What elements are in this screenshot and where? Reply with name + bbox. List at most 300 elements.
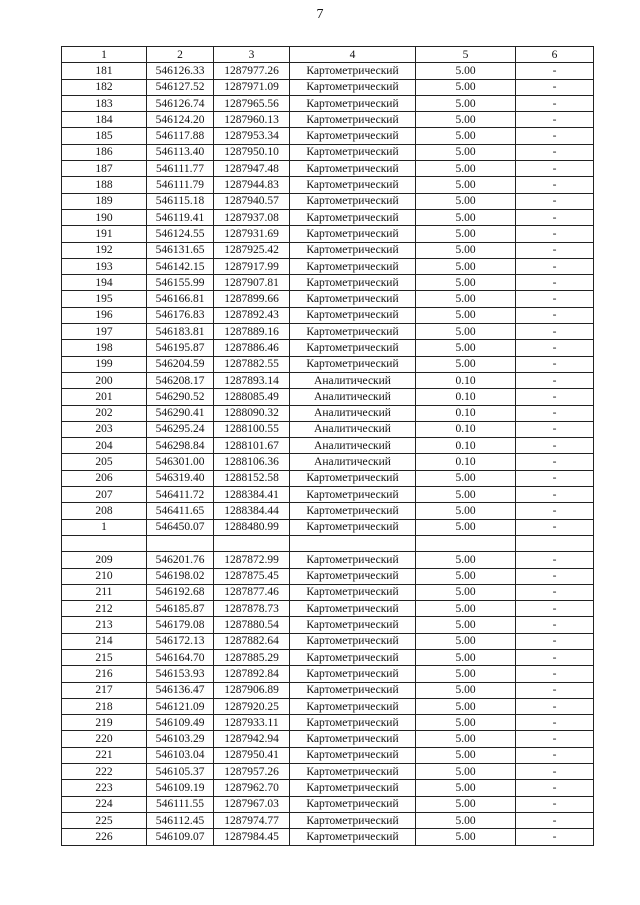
table-row bbox=[62, 63, 594, 79]
table-row bbox=[62, 715, 594, 731]
table-cell: 5.00 bbox=[416, 177, 516, 193]
table-cell: 5.00 bbox=[416, 79, 516, 95]
table-cell: Картометрический bbox=[290, 356, 416, 372]
table-row bbox=[62, 438, 594, 454]
coordinates-table bbox=[61, 46, 594, 846]
table-row bbox=[62, 275, 594, 291]
table-cell: 1287920.25 bbox=[214, 698, 290, 714]
table-cell: 546185.87 bbox=[147, 601, 214, 617]
table-cell: Аналитический bbox=[290, 421, 416, 437]
table-cell: - bbox=[516, 307, 594, 323]
column-header: 1 bbox=[62, 47, 147, 63]
table-cell: 5.00 bbox=[416, 470, 516, 486]
table-row bbox=[62, 144, 594, 160]
table-cell: - bbox=[516, 454, 594, 470]
table-cell: Картометрический bbox=[290, 682, 416, 698]
table-cell: 1287880.54 bbox=[214, 617, 290, 633]
table-cell: 546179.08 bbox=[147, 617, 214, 633]
table-cell: Картометрический bbox=[290, 780, 416, 796]
table-header-row bbox=[62, 47, 594, 63]
table-cell: 1287931.69 bbox=[214, 226, 290, 242]
table-cell: Картометрический bbox=[290, 307, 416, 323]
table-cell: 546103.29 bbox=[147, 731, 214, 747]
table-cell: 546113.40 bbox=[147, 144, 214, 160]
table-row bbox=[62, 161, 594, 177]
table-cell: 183 bbox=[62, 95, 147, 111]
table-cell: - bbox=[516, 503, 594, 519]
table-cell: Картометрический bbox=[290, 275, 416, 291]
table-cell: 5.00 bbox=[416, 242, 516, 258]
table-cell: 5.00 bbox=[416, 764, 516, 780]
table-cell: 5.00 bbox=[416, 584, 516, 600]
table-cell: Аналитический bbox=[290, 454, 416, 470]
table-row bbox=[62, 519, 594, 535]
table-cell: 205 bbox=[62, 454, 147, 470]
table-cell: 1287889.16 bbox=[214, 324, 290, 340]
page-number: 7 bbox=[316, 7, 324, 22]
table-cell: 5.00 bbox=[416, 340, 516, 356]
table-cell: 195 bbox=[62, 291, 147, 307]
table-row bbox=[62, 649, 594, 665]
table-cell: 1288106.36 bbox=[214, 454, 290, 470]
table-cell: 5.00 bbox=[416, 161, 516, 177]
table-cell: 546192.68 bbox=[147, 584, 214, 600]
table-cell: - bbox=[516, 242, 594, 258]
table-row bbox=[62, 682, 594, 698]
table-cell: - bbox=[516, 601, 594, 617]
table-cell: 212 bbox=[62, 601, 147, 617]
table-cell: 546198.02 bbox=[147, 568, 214, 584]
table-cell: Картометрический bbox=[290, 112, 416, 128]
table-cell: Картометрический bbox=[290, 79, 416, 95]
table-cell: 546411.72 bbox=[147, 487, 214, 503]
table-cell: 1287893.14 bbox=[214, 372, 290, 388]
table-cell bbox=[416, 535, 516, 551]
table-cell: 203 bbox=[62, 421, 147, 437]
table-cell: 5.00 bbox=[416, 128, 516, 144]
table-body bbox=[62, 63, 594, 845]
table-cell: - bbox=[516, 715, 594, 731]
table-row bbox=[62, 389, 594, 405]
table-cell: 1287878.73 bbox=[214, 601, 290, 617]
table-cell: - bbox=[516, 275, 594, 291]
table-cell: - bbox=[516, 682, 594, 698]
table-cell: 546319.40 bbox=[147, 470, 214, 486]
table-cell: Картометрический bbox=[290, 552, 416, 568]
table-cell: Картометрический bbox=[290, 258, 416, 274]
table-cell: 5.00 bbox=[416, 95, 516, 111]
table-row bbox=[62, 177, 594, 193]
table-row bbox=[62, 584, 594, 600]
table-cell: - bbox=[516, 95, 594, 111]
table-cell: 1287944.83 bbox=[214, 177, 290, 193]
table-cell: 546117.88 bbox=[147, 128, 214, 144]
table-cell: 5.00 bbox=[416, 487, 516, 503]
table-cell: 5.00 bbox=[416, 682, 516, 698]
table-cell: 189 bbox=[62, 193, 147, 209]
table-cell: 546295.24 bbox=[147, 421, 214, 437]
table-cell bbox=[290, 535, 416, 551]
table-cell: 209 bbox=[62, 552, 147, 568]
table-cell: 546208.17 bbox=[147, 372, 214, 388]
table-row bbox=[62, 470, 594, 486]
table-cell: 1287885.29 bbox=[214, 649, 290, 665]
table-cell: - bbox=[516, 519, 594, 535]
table-cell: 546119.41 bbox=[147, 209, 214, 225]
table-cell: 1287974.77 bbox=[214, 812, 290, 828]
table-cell: 1287942.94 bbox=[214, 731, 290, 747]
table-cell bbox=[214, 535, 290, 551]
table-cell: - bbox=[516, 291, 594, 307]
table-cell: 1288101.67 bbox=[214, 438, 290, 454]
table-cell: Аналитический bbox=[290, 405, 416, 421]
table-cell: Картометрический bbox=[290, 715, 416, 731]
table-cell: 192 bbox=[62, 242, 147, 258]
table-cell: 546195.87 bbox=[147, 340, 214, 356]
table-row bbox=[62, 601, 594, 617]
table-cell: - bbox=[516, 128, 594, 144]
table-row bbox=[62, 812, 594, 828]
table-row bbox=[62, 112, 594, 128]
table-row bbox=[62, 307, 594, 323]
table-cell: 546111.55 bbox=[147, 796, 214, 812]
table-cell: 546290.41 bbox=[147, 405, 214, 421]
table-cell: 1288085.49 bbox=[214, 389, 290, 405]
table-row bbox=[62, 193, 594, 209]
table-cell: - bbox=[516, 829, 594, 845]
table-cell: 208 bbox=[62, 503, 147, 519]
table-cell: - bbox=[516, 747, 594, 763]
table-cell: 546183.81 bbox=[147, 324, 214, 340]
table-cell: - bbox=[516, 372, 594, 388]
table-cell: 5.00 bbox=[416, 617, 516, 633]
table-cell: Картометрический bbox=[290, 144, 416, 160]
table-cell: Картометрический bbox=[290, 324, 416, 340]
table-cell: 5.00 bbox=[416, 258, 516, 274]
table-cell: 546126.74 bbox=[147, 95, 214, 111]
table-row bbox=[62, 258, 594, 274]
table-cell: Картометрический bbox=[290, 812, 416, 828]
table-row bbox=[62, 128, 594, 144]
table-cell: 188 bbox=[62, 177, 147, 193]
table-cell: - bbox=[516, 340, 594, 356]
table-cell: 5.00 bbox=[416, 649, 516, 665]
table-cell: 5.00 bbox=[416, 307, 516, 323]
table-cell: 546301.00 bbox=[147, 454, 214, 470]
table-cell: - bbox=[516, 324, 594, 340]
table-cell: 5.00 bbox=[416, 291, 516, 307]
table-cell: 199 bbox=[62, 356, 147, 372]
table-row bbox=[62, 503, 594, 519]
table-cell: Картометрический bbox=[290, 519, 416, 535]
table-cell: 5.00 bbox=[416, 633, 516, 649]
table-cell: 1287892.43 bbox=[214, 307, 290, 323]
table-cell: 182 bbox=[62, 79, 147, 95]
table-cell: 546109.07 bbox=[147, 829, 214, 845]
table-row bbox=[62, 829, 594, 845]
table-cell: 190 bbox=[62, 209, 147, 225]
table-cell: 1287925.42 bbox=[214, 242, 290, 258]
table-cell: Картометрический bbox=[290, 470, 416, 486]
table-cell: 546411.65 bbox=[147, 503, 214, 519]
table-row bbox=[62, 79, 594, 95]
table-row bbox=[62, 633, 594, 649]
table-cell: 5.00 bbox=[416, 552, 516, 568]
table-cell: 5.00 bbox=[416, 356, 516, 372]
table-cell: 546124.20 bbox=[147, 112, 214, 128]
table-cell: Картометрический bbox=[290, 698, 416, 714]
table-row bbox=[62, 291, 594, 307]
column-header: 3 bbox=[214, 47, 290, 63]
table-cell: 546166.81 bbox=[147, 291, 214, 307]
table-cell: 1288480.99 bbox=[214, 519, 290, 535]
table-cell: 1287950.41 bbox=[214, 747, 290, 763]
table-cell: Картометрический bbox=[290, 584, 416, 600]
table-cell: 225 bbox=[62, 812, 147, 828]
table-cell: - bbox=[516, 112, 594, 128]
table-cell: 1287953.34 bbox=[214, 128, 290, 144]
table-row bbox=[62, 356, 594, 372]
table-cell: Картометрический bbox=[290, 177, 416, 193]
table-cell: 1287875.45 bbox=[214, 568, 290, 584]
table-cell: 1287962.70 bbox=[214, 780, 290, 796]
table-cell: 5.00 bbox=[416, 829, 516, 845]
table-cell: 1287947.48 bbox=[214, 161, 290, 177]
table-cell: 219 bbox=[62, 715, 147, 731]
table-cell: 1287877.46 bbox=[214, 584, 290, 600]
table-cell: Картометрический bbox=[290, 666, 416, 682]
table-cell: 546127.52 bbox=[147, 79, 214, 95]
table-cell: 1287892.84 bbox=[214, 666, 290, 682]
table-cell: 0.10 bbox=[416, 372, 516, 388]
table-cell: Картометрический bbox=[290, 63, 416, 79]
table-cell: 546290.52 bbox=[147, 389, 214, 405]
table-cell: 5.00 bbox=[416, 275, 516, 291]
table-row bbox=[62, 535, 594, 551]
table-row bbox=[62, 780, 594, 796]
table-cell: 1288384.41 bbox=[214, 487, 290, 503]
table-cell: Картометрический bbox=[290, 209, 416, 225]
table-cell: 181 bbox=[62, 63, 147, 79]
table-cell: 210 bbox=[62, 568, 147, 584]
table-cell: Картометрический bbox=[290, 829, 416, 845]
table-cell: Картометрический bbox=[290, 161, 416, 177]
table-cell: 1287872.99 bbox=[214, 552, 290, 568]
table-row bbox=[62, 454, 594, 470]
table-cell: 211 bbox=[62, 584, 147, 600]
table-cell: 5.00 bbox=[416, 63, 516, 79]
table-cell: 546176.83 bbox=[147, 307, 214, 323]
table-cell: - bbox=[516, 226, 594, 242]
table-cell: 5.00 bbox=[416, 747, 516, 763]
table-cell: 197 bbox=[62, 324, 147, 340]
table-cell: 222 bbox=[62, 764, 147, 780]
table-cell: 1287984.45 bbox=[214, 829, 290, 845]
column-header: 2 bbox=[147, 47, 214, 63]
table-cell: - bbox=[516, 812, 594, 828]
table-cell: 546142.15 bbox=[147, 258, 214, 274]
table-cell: 1287977.26 bbox=[214, 63, 290, 79]
table-cell: - bbox=[516, 552, 594, 568]
table-cell: 194 bbox=[62, 275, 147, 291]
table-cell: 546111.79 bbox=[147, 177, 214, 193]
table-cell: - bbox=[516, 161, 594, 177]
table-cell: 1287957.26 bbox=[214, 764, 290, 780]
table-cell: 5.00 bbox=[416, 519, 516, 535]
table-cell: 5.00 bbox=[416, 780, 516, 796]
table-cell: 546105.37 bbox=[147, 764, 214, 780]
table-cell: 186 bbox=[62, 144, 147, 160]
table-cell: 5.00 bbox=[416, 193, 516, 209]
table-cell: Картометрический bbox=[290, 242, 416, 258]
table-cell: 0.10 bbox=[416, 389, 516, 405]
table-cell: Аналитический bbox=[290, 438, 416, 454]
table-row bbox=[62, 796, 594, 812]
table-cell: - bbox=[516, 356, 594, 372]
table-cell: 185 bbox=[62, 128, 147, 144]
table-cell: 5.00 bbox=[416, 144, 516, 160]
table-cell: 1287899.66 bbox=[214, 291, 290, 307]
column-header: 4 bbox=[290, 47, 416, 63]
table-cell: 546136.47 bbox=[147, 682, 214, 698]
table-cell: Картометрический bbox=[290, 796, 416, 812]
table-cell: 1288090.32 bbox=[214, 405, 290, 421]
table-cell: - bbox=[516, 617, 594, 633]
table-cell: 546204.59 bbox=[147, 356, 214, 372]
table-cell: - bbox=[516, 487, 594, 503]
table-cell: 5.00 bbox=[416, 698, 516, 714]
table-cell: 1287917.99 bbox=[214, 258, 290, 274]
table-cell: - bbox=[516, 633, 594, 649]
table-cell: - bbox=[516, 764, 594, 780]
table-cell: - bbox=[516, 731, 594, 747]
table-cell: Картометрический bbox=[290, 503, 416, 519]
table-cell: Картометрический bbox=[290, 193, 416, 209]
table-cell: 1287933.11 bbox=[214, 715, 290, 731]
table-cell: 1287907.81 bbox=[214, 275, 290, 291]
table-cell: 184 bbox=[62, 112, 147, 128]
table-cell: 200 bbox=[62, 372, 147, 388]
table-cell: 1287882.64 bbox=[214, 633, 290, 649]
table-cell: 206 bbox=[62, 470, 147, 486]
table-row bbox=[62, 209, 594, 225]
column-header: 5 bbox=[416, 47, 516, 63]
table-cell: 1287967.03 bbox=[214, 796, 290, 812]
table-cell: 1 bbox=[62, 519, 147, 535]
table-cell: Картометрический bbox=[290, 226, 416, 242]
table-row bbox=[62, 226, 594, 242]
table-cell: 546172.13 bbox=[147, 633, 214, 649]
table-cell: 5.00 bbox=[416, 812, 516, 828]
table-cell: Аналитический bbox=[290, 389, 416, 405]
column-header: 6 bbox=[516, 47, 594, 63]
table-cell: - bbox=[516, 796, 594, 812]
table-row bbox=[62, 340, 594, 356]
table-cell: - bbox=[516, 470, 594, 486]
table-cell bbox=[147, 535, 214, 551]
table-cell: Картометрический bbox=[290, 95, 416, 111]
table-cell: 0.10 bbox=[416, 438, 516, 454]
table-cell: 216 bbox=[62, 666, 147, 682]
table-cell: 223 bbox=[62, 780, 147, 796]
table-row bbox=[62, 617, 594, 633]
table-cell: 5.00 bbox=[416, 568, 516, 584]
table-cell: 224 bbox=[62, 796, 147, 812]
table-cell: 546112.45 bbox=[147, 812, 214, 828]
table-cell: 546131.65 bbox=[147, 242, 214, 258]
table-row bbox=[62, 242, 594, 258]
table-cell: 220 bbox=[62, 731, 147, 747]
table-cell: Картометрический bbox=[290, 601, 416, 617]
table-cell: - bbox=[516, 79, 594, 95]
table-cell: - bbox=[516, 209, 594, 225]
table-cell: 198 bbox=[62, 340, 147, 356]
table-cell: 1287937.08 bbox=[214, 209, 290, 225]
table-cell: 546111.77 bbox=[147, 161, 214, 177]
table-cell: 546121.09 bbox=[147, 698, 214, 714]
table-cell: 201 bbox=[62, 389, 147, 405]
table-cell: 5.00 bbox=[416, 324, 516, 340]
table-cell: 1287906.89 bbox=[214, 682, 290, 698]
table-cell: - bbox=[516, 177, 594, 193]
table-cell: 546103.04 bbox=[147, 747, 214, 763]
table-cell: 5.00 bbox=[416, 796, 516, 812]
table-row bbox=[62, 747, 594, 763]
table-row bbox=[62, 487, 594, 503]
table-cell: 217 bbox=[62, 682, 147, 698]
table-cell: 226 bbox=[62, 829, 147, 845]
table-cell: - bbox=[516, 698, 594, 714]
table-cell: Картометрический bbox=[290, 340, 416, 356]
table-row bbox=[62, 324, 594, 340]
table-cell: - bbox=[516, 421, 594, 437]
table-cell: Картометрический bbox=[290, 747, 416, 763]
table-cell: 5.00 bbox=[416, 112, 516, 128]
table-cell: 546201.76 bbox=[147, 552, 214, 568]
table-cell: 546115.18 bbox=[147, 193, 214, 209]
table-row bbox=[62, 95, 594, 111]
table-cell: 5.00 bbox=[416, 666, 516, 682]
table-cell: 1287971.09 bbox=[214, 79, 290, 95]
table-cell: 546126.33 bbox=[147, 63, 214, 79]
table-cell: - bbox=[516, 258, 594, 274]
table-cell: 546164.70 bbox=[147, 649, 214, 665]
table-cell: 221 bbox=[62, 747, 147, 763]
table-cell: Картометрический bbox=[290, 128, 416, 144]
table-cell: 193 bbox=[62, 258, 147, 274]
table-cell: - bbox=[516, 193, 594, 209]
table-cell: 207 bbox=[62, 487, 147, 503]
table-cell: - bbox=[516, 780, 594, 796]
table-cell: 546153.93 bbox=[147, 666, 214, 682]
table-cell: Аналитический bbox=[290, 372, 416, 388]
table-cell: 0.10 bbox=[416, 421, 516, 437]
table-cell: 0.10 bbox=[416, 405, 516, 421]
table-cell bbox=[516, 535, 594, 551]
table-cell: 196 bbox=[62, 307, 147, 323]
table-cell: Картометрический bbox=[290, 731, 416, 747]
table-row bbox=[62, 666, 594, 682]
table-cell: Картометрический bbox=[290, 487, 416, 503]
table-cell: 1287886.46 bbox=[214, 340, 290, 356]
table-cell: 202 bbox=[62, 405, 147, 421]
table-cell: 1287965.56 bbox=[214, 95, 290, 111]
table-cell: 546450.07 bbox=[147, 519, 214, 535]
table-cell: 5.00 bbox=[416, 209, 516, 225]
table-row bbox=[62, 421, 594, 437]
table-cell: 191 bbox=[62, 226, 147, 242]
table-cell bbox=[62, 535, 147, 551]
